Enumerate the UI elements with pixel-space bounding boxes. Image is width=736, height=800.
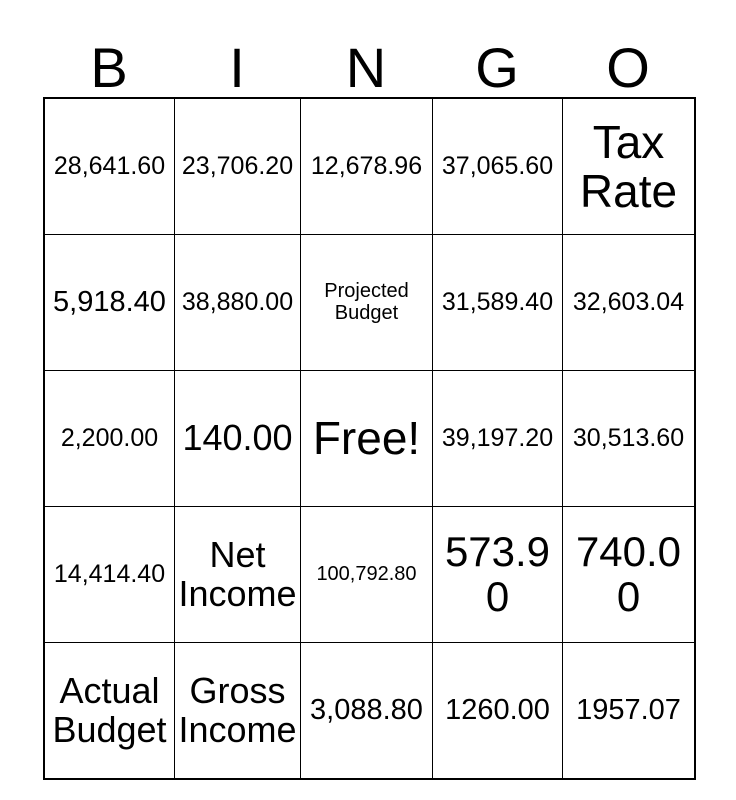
bingo-cell-text: Actual Budget [52,670,167,750]
bingo-cell-text: 32,603.04 [572,288,685,317]
bingo-header-letter-n: N [345,36,387,99]
bingo-cell-n1[interactable] [301,99,433,235]
bingo-cell-text: 3,088.80 [310,694,423,727]
bingo-cell-text: 5,918.40 [53,286,166,319]
bingo-cell-text: Net Income [178,534,297,614]
bingo-cell-text: 100,792.80 [316,562,417,585]
bingo-cell-text: Free! [312,412,421,465]
bingo-cell-o1[interactable] [563,99,695,235]
bingo-cell-text: 740.00 [575,527,682,620]
bingo-cell-i5[interactable] [175,643,301,779]
bingo-cell-i3[interactable] [175,371,301,507]
bingo-cell-i2[interactable] [175,235,301,371]
bingo-cell-g3[interactable] [433,371,563,507]
bingo-cell-n2[interactable] [301,235,433,371]
bingo-header-letter-i: I [229,36,245,99]
bingo-cell-text: 39,197.20 [441,424,554,453]
bingo-cell-i1[interactable] [175,99,301,235]
bingo-cell-text: 2,200.00 [60,424,159,453]
bingo-cell-text: Tax Rate [579,115,678,217]
bingo-cell-g1[interactable] [433,99,563,235]
bingo-grid [44,98,695,779]
bingo-cell-b1[interactable] [45,99,175,235]
bingo-row [45,643,695,779]
bingo-header-letter-b: B [90,36,128,99]
bingo-row [45,507,695,643]
bingo-cell-b2[interactable] [45,235,175,371]
bingo-cell-o4[interactable] [563,507,695,643]
bingo-row [45,99,695,235]
bingo-card [44,20,694,779]
bingo-cell-text: Projected Budget [324,280,409,324]
bingo-cell-text: 30,513.60 [572,424,685,453]
bingo-cell-text: 1260.00 [445,694,550,727]
bingo-cell-i4[interactable] [175,507,301,643]
bingo-cell-g2[interactable] [433,235,563,371]
bingo-cell-o3[interactable] [563,371,695,507]
bingo-cell-text: 37,065.60 [441,152,554,181]
bingo-header-letter-o: O [606,36,650,99]
bingo-cell-text: 23,706.20 [181,152,294,181]
bingo-row [45,235,695,371]
bingo-cell-b5[interactable] [45,643,175,779]
bingo-cell-n4[interactable] [301,507,433,643]
bingo-cell-g4[interactable] [433,507,563,643]
bingo-cell-text: 140.00 [182,417,293,459]
bingo-cell-text: 38,880.00 [181,288,294,317]
bingo-cell-text: 12,678.96 [310,152,423,181]
bingo-cell-text: 14,414.40 [53,560,166,589]
bingo-cell-text: 573.90 [444,527,551,620]
bingo-cell-b3[interactable] [45,371,175,507]
bingo-cell-text: 28,641.60 [53,152,166,181]
bingo-cell-text: 1957.07 [576,694,681,727]
bingo-cell-o5[interactable] [563,643,695,779]
bingo-cell-n5[interactable] [301,643,433,779]
bingo-cell-b4[interactable] [45,507,175,643]
bingo-header-row [44,20,694,98]
bingo-cell-o2[interactable] [563,235,695,371]
bingo-header-letter-g: G [475,36,519,99]
bingo-cell-free-space[interactable] [301,371,433,507]
bingo-cell-g5[interactable] [433,643,563,779]
bingo-row [45,371,695,507]
bingo-cell-text: 31,589.40 [441,288,554,317]
bingo-cell-text: Gross Income [178,670,297,750]
